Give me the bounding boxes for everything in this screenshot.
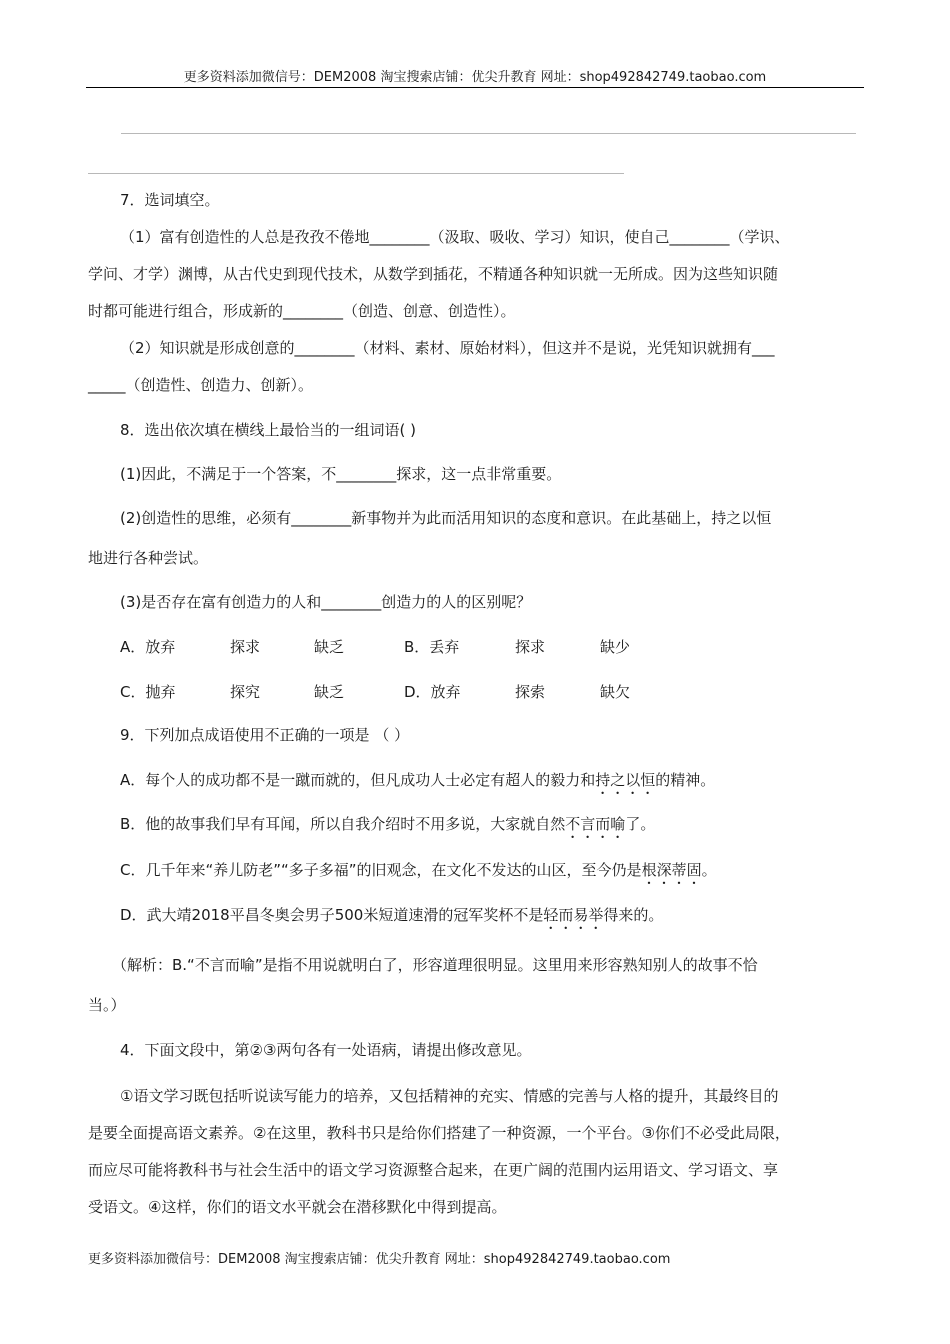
q7-p1-line2: 学问、才学）渊博，从古代史到现代技术，从数学到插花，不精通各种知识就一无所成。因为这些知识随 [88,265,779,283]
q8-option-c: C．抛弃 [120,683,176,701]
page-header: 更多资料添加微信号：DEM2008 淘宝搜索店铺：优尖升教育 网址：shop492842749.taobao.com [183,70,767,85]
answer-line [88,173,624,174]
q8-option-d: D．放弃 [404,683,461,701]
q8-option-d-word3: 缺欠 [600,683,631,701]
q8-option-b: B．丢弃 [404,638,460,656]
q8-title: 8．选出依次填在横线上最恰当的一组词语( ) [120,421,417,439]
q9-option-b: B．他的故事我们早有耳闻，所以自我介绍时不用多说，大家就自然不言而喻了。 [120,815,656,833]
q7-p2-line1: （2）知识就是形成创意的________（材料、素材、原始材料），但这并不是说，光凭知识就拥有___ [120,339,775,357]
q4-title: 4．下面文段中，第②③两句各有一处语病，请提出修改意见。 [120,1041,532,1059]
q9-option-d-idiom: 轻而易举 [543,906,604,924]
answer-line [121,133,856,134]
q8-sentence-1: (1)因此，不满足于一个答案，不________探求，这一点非常重要。 [120,465,562,483]
q9-option-c-idiom: 根深蒂固 [641,861,702,879]
q8-option-b-word3: 缺少 [600,638,631,656]
q4-text-line4: 受语文。④这样，你们的语文水平就会在潜移默化中得到提高。 [88,1198,507,1216]
q9-option-d: D．武大靖2018平昌冬奥会男子500米短道速滑的冠军奖杯不是轻而易举得来的。 [120,906,664,924]
q7-p2-line2: _____（创造性、创造力、创新）。 [88,376,314,394]
q7-p1-line3: 时都可能进行组合，形成新的________（创造、创意、创造性）。 [88,302,516,320]
header-divider [86,87,864,88]
q8-option-c-word2: 探究 [230,683,261,701]
q9-option-a-idiom: 持之以恒 [595,771,656,789]
q8-option-d-word2: 探索 [515,683,546,701]
q9-option-a: A．每个人的成功都不是一蹴而就的，但凡成功人士必定有超人的毅力和持之以恒的精神。 [120,771,716,789]
q8-sentence-2-line1: (2)创造性的思维，必须有________新事物并为此而活用知识的态度和意识。在此基础上，持之以恒 [120,509,772,527]
q9-option-c: C．几千年来“养儿防老”“多子多福”的旧观念，在文化不发达的山区，至今仍是根深蒂固。 [120,861,717,879]
q9-analysis-line2: 当。） [88,996,126,1014]
q8-sentence-3: (3)是否存在富有创造力的人和________创造力的人的区别呢？ [120,593,532,611]
q8-option-a: A．放弃 [120,638,176,656]
q9-option-b-idiom: 不言而喻 [565,815,626,833]
q8-option-a-word3: 缺乏 [314,638,345,656]
q9-analysis-line1: （解析：B.“不言而喻”是指不用说就明白了，形容道理很明显。这里用来形容熟知别人的故事不恰 [112,956,758,974]
page-footer: 更多资料添加微信号：DEM2008 淘宝搜索店铺：优尖升教育 网址：shop492842749.taobao.com [88,1252,671,1267]
q4-text-line1: ①语文学习既包括听说读写能力的培养，又包括精神的充实、情感的完善与人格的提升，其最终目的 [120,1087,779,1105]
q7-title: 7．选词填空。 [120,191,220,209]
q8-option-c-word3: 缺乏 [314,683,345,701]
q8-option-b-word2: 探求 [515,638,546,656]
q7-p1-line1: （1）富有创造性的人总是孜孜不倦地________（汲取、吸收、学习）知识，使自己________（学识、 [120,228,790,246]
q8-option-a-word2: 探求 [230,638,261,656]
q4-text-line2: 是要全面提高语文素养。②在这里，教科书只是给你们搭建了一种资源，一个平台。③你们不必受此局限， [88,1124,790,1142]
q4-text-line3: 而应尽可能将教科书与社会生活中的语文学习资源整合起来，在更广阔的范围内运用语文、学习语文、享 [88,1161,779,1179]
q8-sentence-2-line2: 地进行各种尝试。 [88,549,209,567]
q9-title: 9．下列加点成语使用不正确的一项是 （ ） [120,726,410,744]
